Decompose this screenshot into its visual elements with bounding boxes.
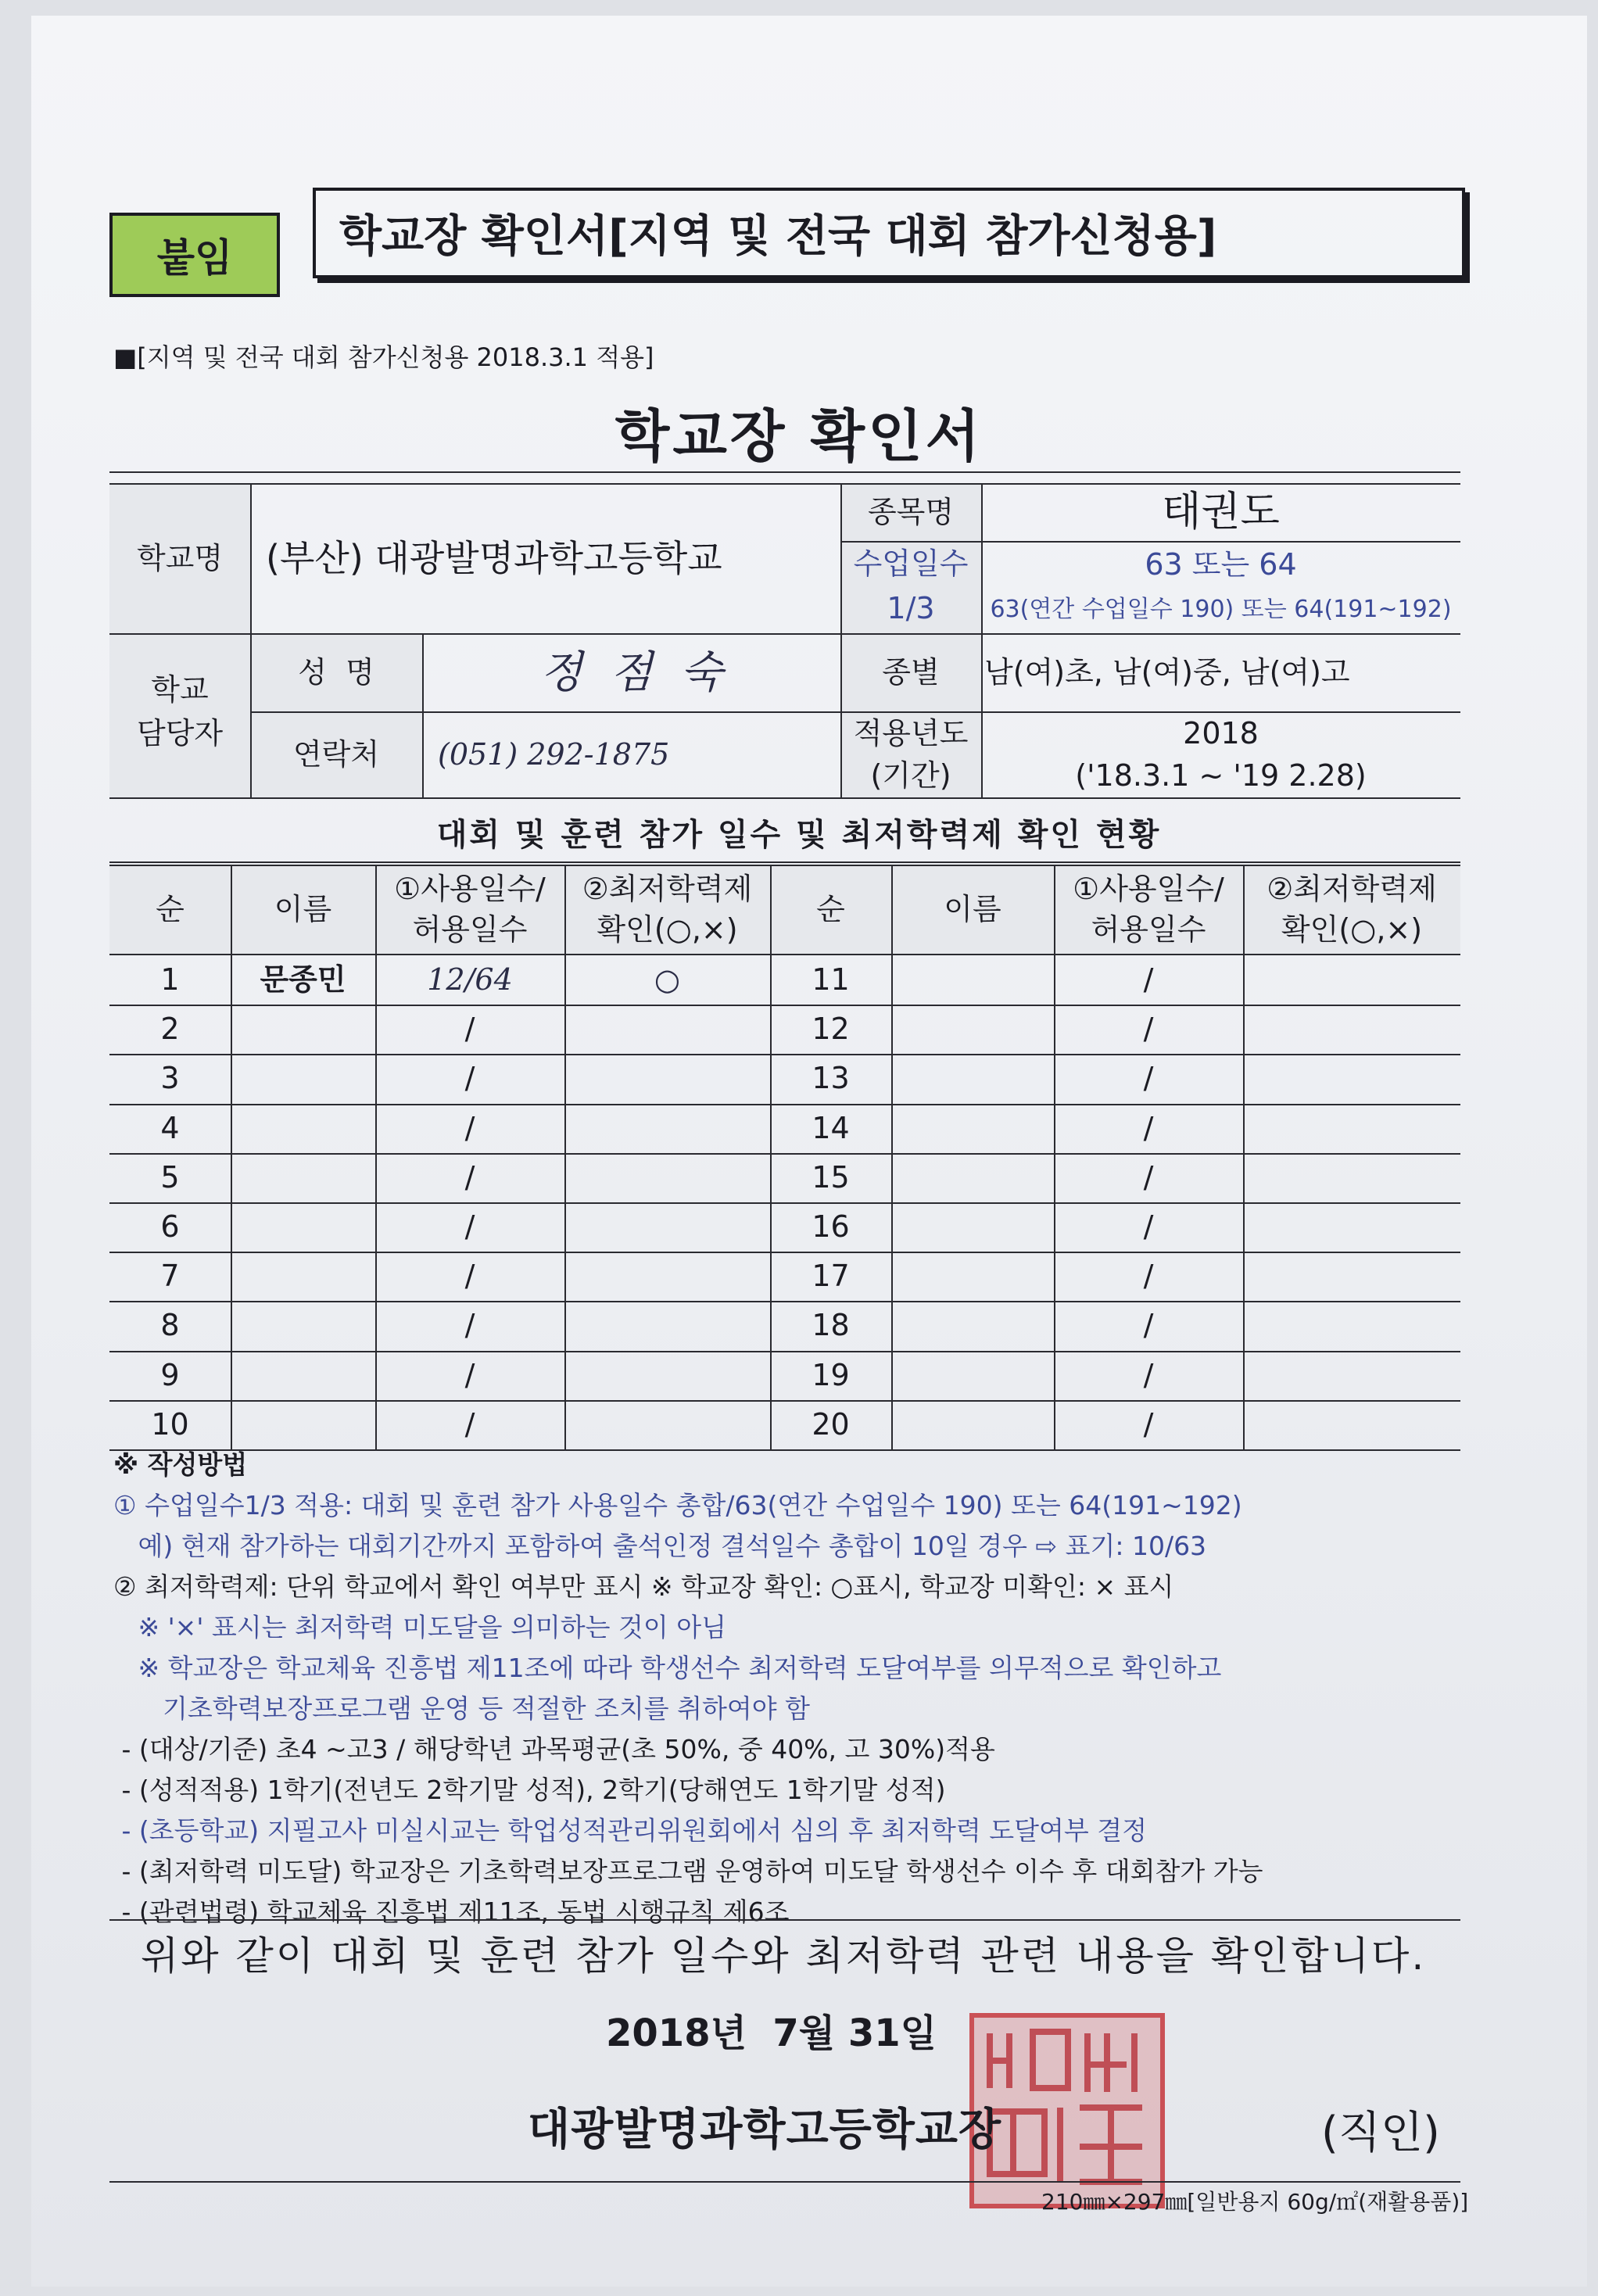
cell-name — [231, 1153, 375, 1202]
cell-no: 17 — [812, 1258, 850, 1293]
cell-days: / — [1143, 1357, 1154, 1392]
instruction-line: ※ '×' 표시는 최저학력 미도달을 의미하는 것이 아님 — [113, 1612, 727, 1642]
cell-no: 5 — [160, 1159, 180, 1195]
cell-name — [231, 1400, 375, 1449]
cell-grade — [1243, 1351, 1460, 1400]
header-no-left: 순 — [156, 892, 185, 927]
cell-no: 16 — [812, 1209, 850, 1244]
gender-label: 종별 — [882, 655, 940, 690]
cell-name — [891, 955, 1054, 1005]
cell-grade — [1243, 1202, 1460, 1252]
school-label: 학교명 — [136, 541, 224, 576]
name-label: 성 명 — [298, 655, 374, 690]
cell-days: / — [1143, 1159, 1154, 1195]
cell-name — [891, 1202, 1054, 1252]
cell-name — [891, 1252, 1054, 1301]
writing-instructions — [113, 1445, 1474, 1932]
cell-grade — [1243, 1301, 1460, 1350]
cell-no: 3 — [160, 1060, 180, 1095]
cell-name — [231, 1104, 375, 1153]
header-grade-right-2: 확인(○,×) — [1281, 912, 1423, 947]
header-days-left: ①사용일수/ — [394, 872, 546, 907]
cell-no: 20 — [812, 1406, 850, 1442]
cell-days: 12/64 — [427, 962, 513, 997]
cell-grade — [564, 1104, 770, 1153]
cell-grade — [1243, 1400, 1460, 1449]
cell-days: / — [464, 1060, 475, 1095]
cell-name — [231, 1005, 375, 1054]
issue-date: 2018년 7월 31일 — [606, 2011, 937, 2055]
cell-name: 문종민 — [260, 962, 346, 997]
cell-days: / — [1143, 1258, 1154, 1293]
cell-no: 9 — [160, 1357, 180, 1392]
staff-label-2: 담당자 — [136, 716, 224, 751]
cell-no: 18 — [812, 1307, 850, 1342]
header-days-right-2: 허용일수 — [1091, 912, 1206, 947]
instruction-line: - (최저학력 미도달) 학교장은 기초학력보장프로그램 운영하여 미도달 학생선수 이수 후 대회참가 가능 — [113, 1856, 1263, 1886]
year-label-period: (기간) — [870, 758, 951, 793]
cell-no: 2 — [160, 1011, 180, 1046]
header-grade-right: ②최저학력제 — [1267, 872, 1437, 907]
header-title: 학교장 확인서[지역 및 전국 대회 참가신청용] — [313, 188, 1465, 278]
cell-grade — [564, 1202, 770, 1252]
cell-grade — [1243, 1153, 1460, 1202]
cell-no: 19 — [812, 1357, 850, 1392]
cell-grade — [564, 1400, 770, 1449]
instruction-line: ① 수업일수1/3 적용: 대회 및 훈련 참가 사용일수 총합/63(연간 수업일수 190) 또는 64(191~192) — [113, 1490, 1242, 1521]
cell-days: / — [1143, 1406, 1154, 1442]
cell-name — [231, 1252, 375, 1301]
cell-name — [891, 1005, 1054, 1054]
cell-name — [231, 1301, 375, 1350]
cell-no: 13 — [812, 1060, 850, 1095]
cell-grade — [1243, 955, 1460, 1005]
cell-no: 4 — [160, 1110, 180, 1145]
instructions-heading: ※ 작성방법 — [113, 1449, 248, 1480]
cell-name — [231, 1202, 375, 1252]
class-days-value: 63 또는 64 — [1145, 547, 1297, 582]
cell-days: / — [464, 1159, 475, 1195]
header-grade-left: ②최저학력제 — [582, 872, 753, 907]
cell-days: / — [1143, 1307, 1154, 1342]
header-name-left: 이름 — [274, 892, 332, 927]
instruction-line: - (대상/기준) 초4 ~고3 / 해당학년 과목평균(초 50%, 중 40%, 고 30%)적용 — [113, 1734, 995, 1764]
table-section-title: 대회 및 훈련 참가 일수 및 최저학력제 확인 현황 — [436, 817, 1162, 853]
header-days-left-2: 허용일수 — [412, 912, 528, 947]
cell-name — [231, 1351, 375, 1400]
cell-no: 10 — [151, 1406, 189, 1442]
cell-no: 6 — [160, 1209, 180, 1244]
cell-no: 12 — [812, 1011, 850, 1046]
contact-value — [438, 713, 840, 797]
class-days-note: 63(연간 수업일수 190) 또는 64(191~192) — [990, 595, 1452, 623]
cell-days: / — [1143, 1209, 1154, 1244]
cell-no: 15 — [812, 1159, 850, 1195]
cell-grade — [1243, 1252, 1460, 1301]
cell-no: 14 — [812, 1110, 850, 1145]
cell-grade — [564, 1301, 770, 1350]
cell-days: / — [464, 1011, 475, 1046]
cell-days: / — [1143, 1011, 1154, 1046]
cell-grade: ○ — [654, 962, 681, 997]
cell-days: / — [464, 1307, 475, 1342]
class-days-fraction: 1/3 — [887, 591, 935, 626]
cell-name — [231, 1054, 375, 1103]
cell-name — [891, 1153, 1054, 1202]
cell-grade — [1243, 1054, 1460, 1103]
applicability-note: ■[지역 및 전국 대회 참가신청용 2018.3.1 적용] — [113, 342, 654, 372]
sport-label: 종목명 — [867, 495, 955, 530]
cell-name — [891, 1351, 1054, 1400]
cell-grade — [564, 1005, 770, 1054]
confirmation-statement: 위와 같이 대회 및 훈련 참가 일수와 최저학력 관련 내용을 확인합니다. — [141, 1933, 1427, 1979]
header-no-right: 순 — [816, 892, 845, 927]
instruction-line: - (초등학교) 지필고사 미실시교는 학업성적관리위원회에서 심의 후 최저학력 도달여부 결정 — [113, 1815, 1148, 1846]
cell-days: / — [1143, 962, 1154, 997]
contact-label: 연락처 — [292, 737, 380, 772]
cell-name — [891, 1301, 1054, 1350]
header-grade-left-2: 확인(○,×) — [597, 912, 738, 947]
contact-phone: (051) 292-1875 — [438, 737, 670, 772]
instruction-line: 예) 현재 참가하는 대회기간까지 포함하여 출석인정 결석일수 총합이 10일 경우 ⇨ 표기: 10/63 — [113, 1531, 1207, 1561]
cell-days: / — [1143, 1060, 1154, 1095]
header-days-right: ①사용일수/ — [1073, 872, 1224, 907]
school-value: (부산) 대광발명과학고등학교 — [266, 537, 722, 580]
cell-no: 11 — [812, 962, 850, 997]
cell-days: / — [464, 1357, 475, 1392]
staff-label: 학교 — [151, 672, 209, 707]
cell-grade — [564, 1351, 770, 1400]
cell-name — [891, 1054, 1054, 1103]
instruction-line: - (관련법령) 학교체육 진흥법 제11조, 동법 시행규칙 제6조 — [113, 1897, 790, 1927]
sport-value: 태권도 — [1162, 489, 1280, 536]
instruction-line: - (성적적용) 1학기(전년도 2학기말 성적), 2학기(당해연도 1학기말 성적) — [113, 1775, 946, 1805]
cell-days: / — [464, 1110, 475, 1145]
cell-grade — [564, 1252, 770, 1301]
year-value: 2018 — [1183, 716, 1259, 751]
header-name-right: 이름 — [944, 892, 1001, 927]
class-days-label: 수업일수 — [853, 546, 969, 582]
cell-no: 7 — [160, 1258, 180, 1293]
attachment-badge: 붙임 — [109, 213, 280, 297]
staff-name-value: 정 점 숙 — [539, 647, 723, 698]
cell-days: / — [464, 1209, 475, 1244]
gender-value: 남(여)초, 남(여)중, 남(여)고 — [984, 655, 1350, 690]
cell-grade — [564, 1054, 770, 1103]
instruction-line: ② 최저학력제: 단위 학교에서 확인 여부만 표시 ※ 학교장 확인: ○표시, 학교장 미확인: × 표시 — [113, 1571, 1174, 1602]
document-title: 학교장 확인서 — [614, 403, 984, 469]
cell-name — [891, 1400, 1054, 1449]
cell-grade — [1243, 1104, 1460, 1153]
cell-grade — [564, 1153, 770, 1202]
seal-pattern-icon — [974, 2018, 1160, 2204]
year-period-value: ('18.3.1 ~ '19 2.28) — [1075, 758, 1367, 793]
cell-days: / — [464, 1258, 475, 1293]
cell-days: / — [464, 1406, 475, 1442]
cell-grade — [1243, 1005, 1460, 1054]
principal-name: 대광발명과학고등학교장 — [528, 2104, 1002, 2155]
seal-label: (직인) — [1321, 2108, 1440, 2158]
year-label: 적용년도 — [853, 716, 969, 751]
cell-no: 8 — [160, 1307, 180, 1342]
cell-no: 1 — [160, 962, 180, 997]
cell-days: / — [1143, 1110, 1154, 1145]
paper-spec-footnote: 210㎜×297㎜[일반용지 60g/㎡(재활용품)] — [1041, 2189, 1469, 2215]
instruction-line: ※ 학교장은 학교체육 진흥법 제11조에 따라 학생선수 최저학력 도달여부를 의무적으로 확인하고 — [113, 1653, 1222, 1683]
cell-name — [891, 1104, 1054, 1153]
instruction-line: 기초학력보장프로그램 운영 등 적절한 조치를 취하여야 함 — [113, 1693, 810, 1724]
